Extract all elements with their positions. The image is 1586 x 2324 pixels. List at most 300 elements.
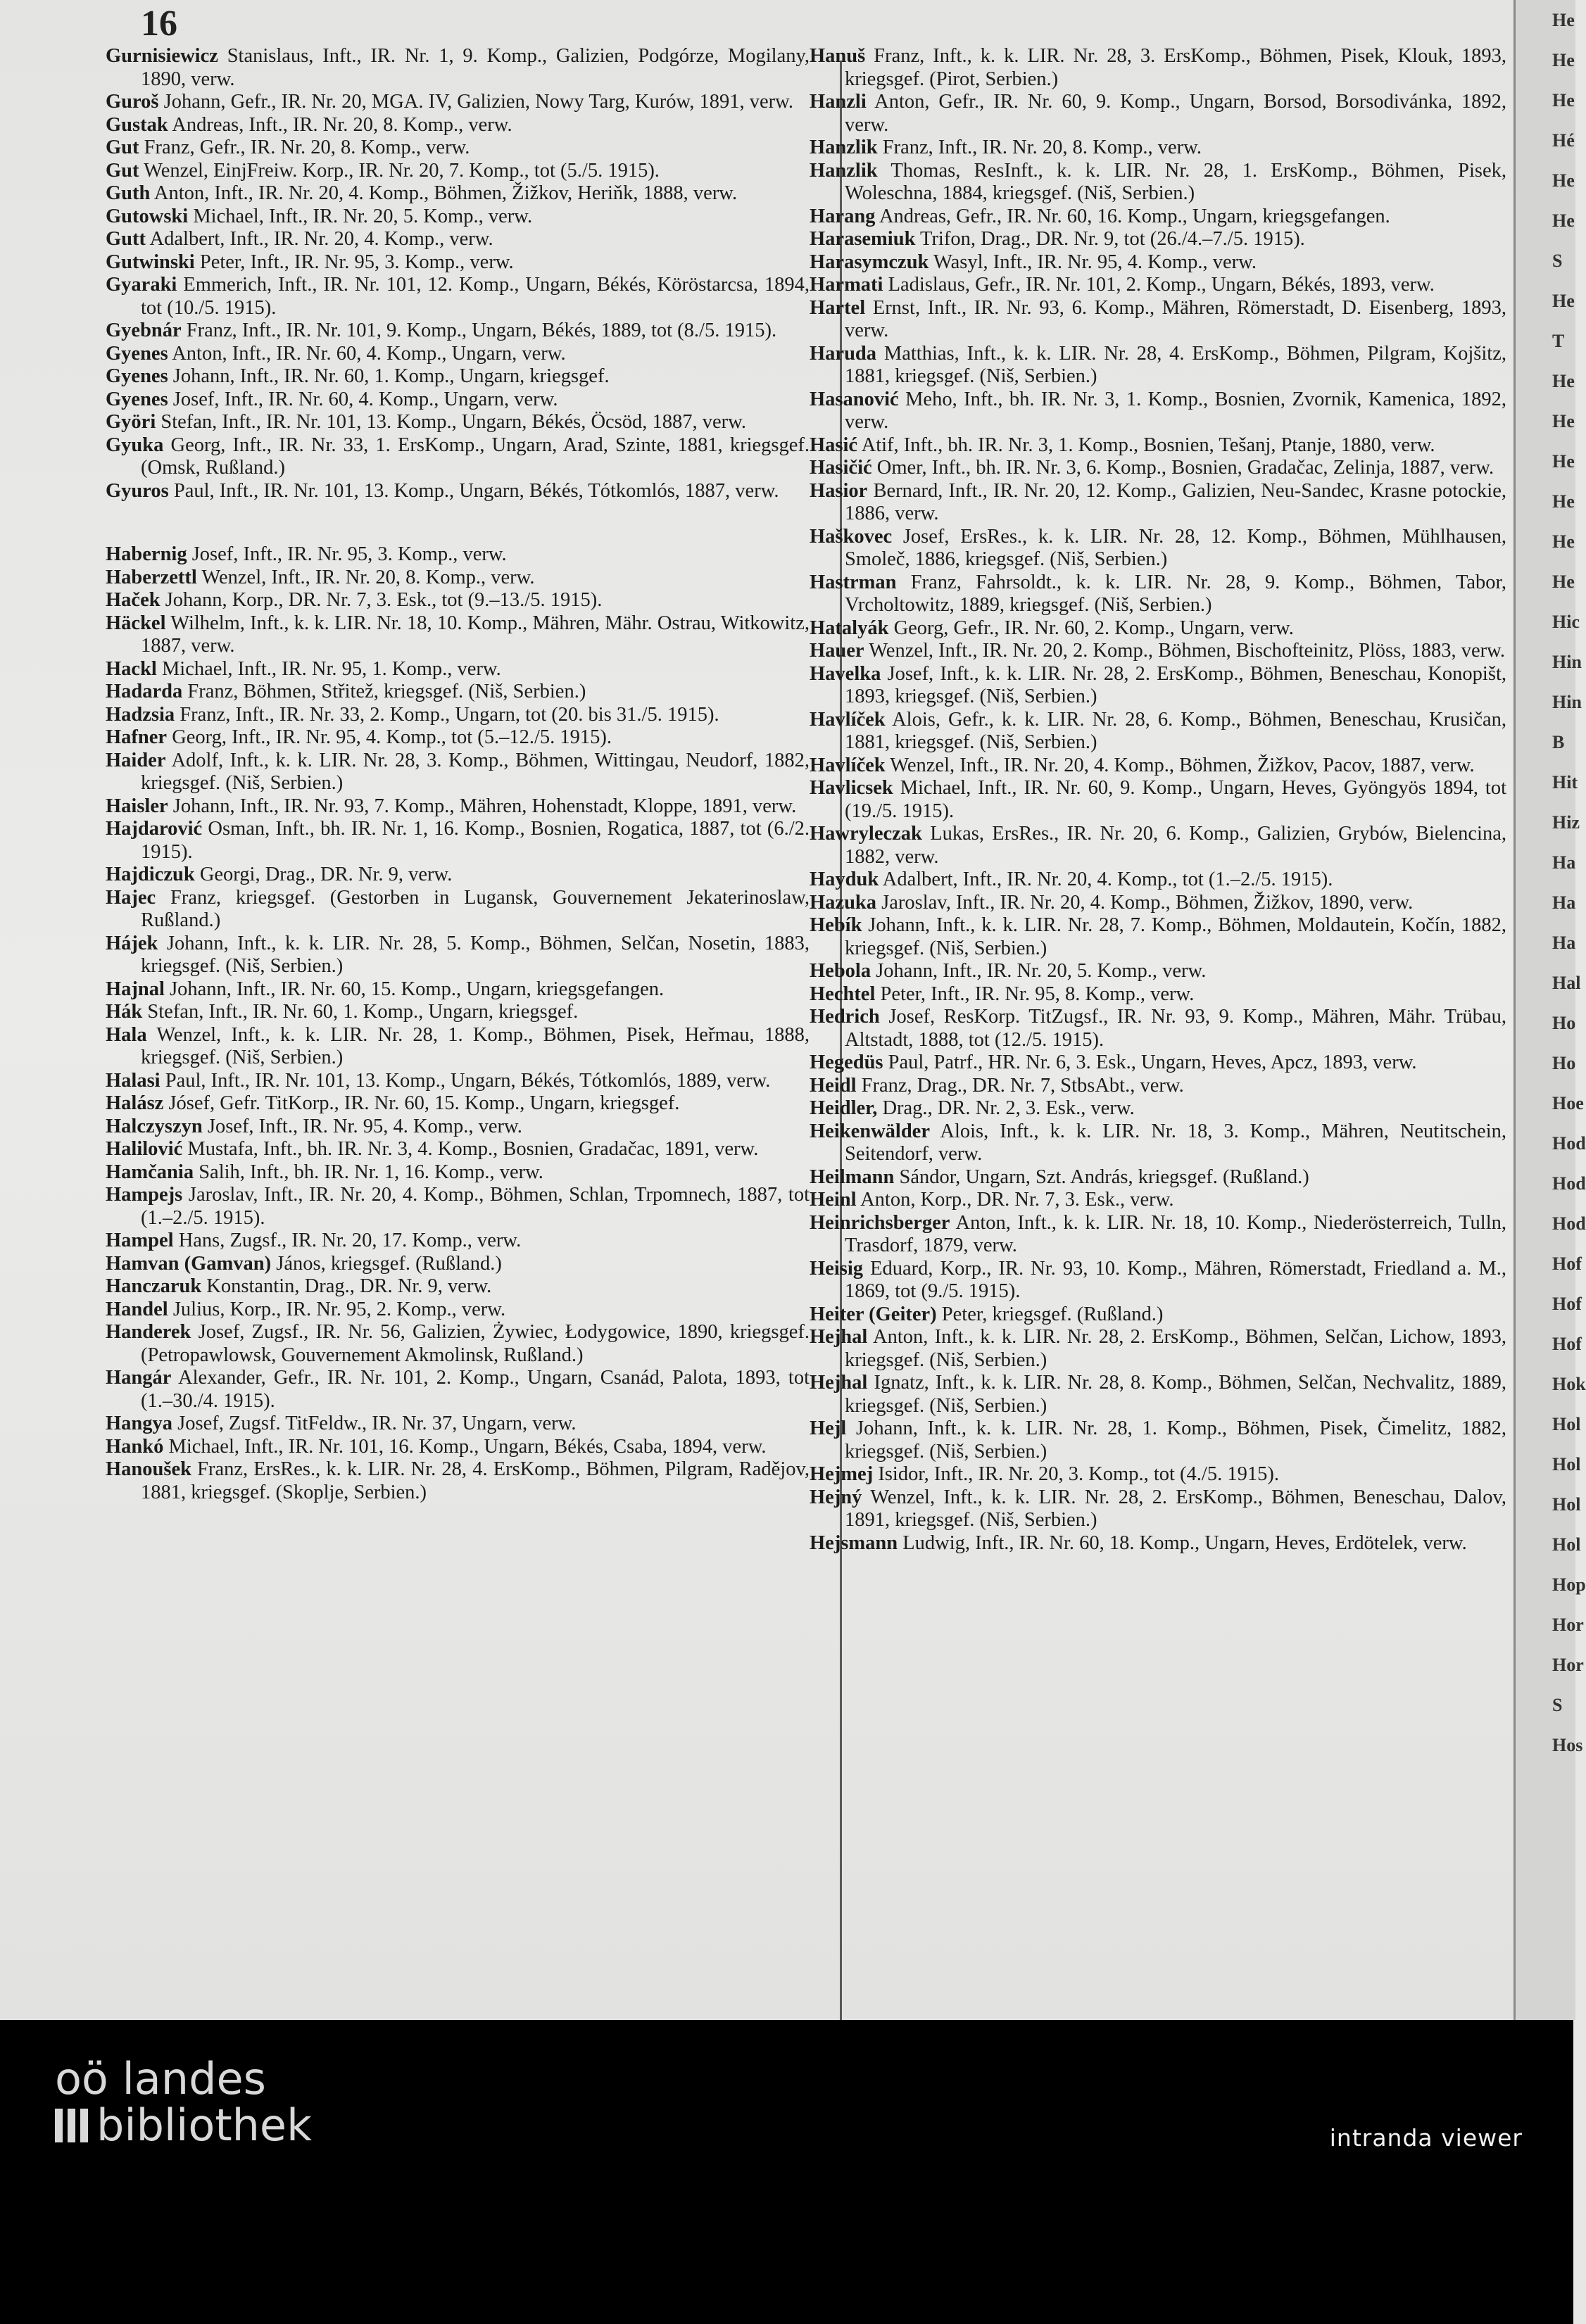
entry-surname: Hejný	[810, 1486, 862, 1508]
entry-details: Franz, Inft., IR. Nr. 20, 8. Komp., verw.	[877, 137, 1202, 158]
entry-surname: Hajdarović	[106, 818, 203, 840]
entry-details: Adalbert, Inft., IR. Nr. 20, 4. Komp., tot (1.–2./5. 1915).	[879, 869, 1333, 890]
register-entry	[810, 617, 1506, 640]
entry-surname: Hastrman	[810, 571, 897, 593]
register-entry	[810, 389, 1506, 434]
entry-details: Andreas, Inft., IR. Nr. 20, 8. Komp., verw.	[168, 113, 512, 136]
register-entry	[106, 589, 810, 612]
edge-fragment: He	[1552, 210, 1575, 231]
entry-surname: Hamčania	[106, 1161, 194, 1183]
entry-details: Johann, Inft., k. k. LIR. Nr. 28, 7. Komp., Böhmen, Moldautein, Kočín, 1882, kriegsgef. (Niš, Serbien.)	[845, 914, 1506, 959]
entry-details: Johann, Inft., IR. Nr. 20, 5. Komp., verw.	[871, 960, 1207, 982]
register-entry	[106, 543, 810, 567]
register-entry	[106, 251, 810, 274]
edge-fragment: Hin	[1552, 692, 1582, 712]
entry-details: Michael, Inft., IR. Nr. 20, 5. Komp., verw.	[188, 205, 533, 227]
entry-details: Alexander, Gefr., IR. Nr. 101, 2. Komp., Ungarn, Csanád, Palota, 1893, tot (1.–30./4. 1915).	[141, 1367, 810, 1412]
register-entry	[106, 1321, 810, 1367]
entry-surname: Gutwinski	[106, 251, 195, 273]
entry-surname: Habernig	[106, 543, 187, 565]
entry-surname: Hayduk	[810, 869, 879, 890]
edge-fragment: Hod	[1552, 1133, 1586, 1154]
edge-fragment: Hos	[1552, 1735, 1583, 1755]
entry-surname: Hatalyák	[810, 617, 889, 639]
entry-surname: Hegedüs	[810, 1052, 883, 1073]
entry-details: Ladislaus, Gefr., IR. Nr. 101, 2. Komp., Ungarn, Békés, 1893, verw.	[883, 274, 1435, 296]
entry-surname: Halász	[106, 1092, 164, 1114]
edge-fragment: He	[1552, 170, 1575, 191]
entry-surname: Heinl	[810, 1189, 857, 1211]
entry-surname: Hafner	[106, 726, 168, 748]
right-column	[810, 45, 1506, 1555]
register-entry	[106, 389, 810, 412]
register-entry	[810, 869, 1506, 892]
entry-details: Omer, Inft., bh. IR. Nr. 3, 6. Komp., Bosnien, Gradačac, Zelinja, 1887, verw.	[871, 457, 1494, 479]
edge-fragment: Hof	[1552, 1294, 1582, 1314]
edge-fragment: Hol	[1552, 1414, 1581, 1434]
register-entry	[106, 864, 810, 887]
entry-details: Franz, Gefr., IR. Nr. 20, 8. Komp., verw.	[139, 137, 470, 158]
entry-surname: Heiter (Geiter)	[810, 1303, 937, 1325]
entry-surname: Heisig	[810, 1257, 863, 1280]
edge-fragment: S	[1552, 251, 1563, 271]
register-entry	[810, 434, 1506, 457]
register-entry	[810, 1212, 1506, 1258]
register-entry	[810, 343, 1506, 389]
entry-surname: Harang	[810, 205, 876, 227]
logo-line-2: bibliothek	[96, 2099, 312, 2151]
entry-details: Wenzel, Inft., IR. Nr. 20, 4. Komp., Böhmen, Žižkov, Pacov, 1887, verw.	[885, 754, 1475, 776]
edge-fragment: He	[1552, 411, 1575, 431]
edge-fragment: Hor	[1552, 1615, 1584, 1635]
register-entry	[810, 526, 1506, 571]
register-entry	[106, 1230, 810, 1253]
entry-details: Franz, Fahrsoldt., k. k. LIR. Nr. 28, 9. Komp., Böhmen, Tabor, Vrcholtowitz, 1889, kriegsgef. (Niš, Serbien.)	[845, 571, 1506, 616]
entry-details: Franz, Böhmen, Střitež, kriegsgef. (Niš, Serbien.)	[182, 681, 586, 702]
entry-details: Peter, Inft., IR. Nr. 95, 8. Komp., verw.	[875, 983, 1195, 1005]
entry-details: Paul, Patrf., HR. Nr. 6, 3. Esk., Ungarn, Heves, Apcz, 1893, verw.	[883, 1052, 1417, 1073]
entry-surname: Hadzsia	[106, 703, 175, 726]
entry-details: Josef, ErsRes., k. k. LIR. Nr. 28, 12. Komp., Böhmen, Mühlhausen, Smoleč, 1886, kriegsgef. (Niš, Serbien.)	[845, 525, 1506, 570]
register-entry	[106, 750, 810, 795]
entry-details: Bernard, Inft., IR. Nr. 20, 12. Komp., Galizien, Neu-Sandec, Krasne potockie, 1886, verw.	[845, 479, 1506, 524]
edge-fragment: He	[1552, 10, 1575, 30]
entry-surname: Hauer	[810, 640, 864, 662]
entry-surname: Gyenes	[106, 388, 168, 410]
entry-surname: Hala	[106, 1023, 147, 1046]
entry-details: Osman, Inft., bh. IR. Nr. 1, 16. Komp., Bosnien, Rogatica, 1887, tot (6./2. 1915).	[141, 818, 810, 863]
register-entry	[810, 1258, 1506, 1303]
entry-surname: Harasymczuk	[810, 251, 929, 273]
entry-details: Wenzel, Inft., k. k. LIR. Nr. 28, 1. Komp., Böhmen, Pisek, Heřmau, 1888, kriegsgef. (Niš, Serbien.)	[141, 1023, 810, 1068]
edge-fragment: He	[1552, 451, 1575, 472]
register-entry	[106, 1024, 810, 1070]
register-entry	[106, 1116, 810, 1139]
entry-surname: Hackl	[106, 657, 157, 680]
entry-surname: Havlicsek	[810, 777, 893, 799]
entry-details: Peter, kriegsgef. (Rußland.)	[936, 1303, 1164, 1325]
register-entry	[106, 228, 810, 251]
register-entry	[810, 160, 1506, 206]
register-entry	[810, 914, 1506, 960]
register-entry	[106, 1161, 810, 1185]
register-entry	[810, 1075, 1506, 1098]
entry-surname: Hamvan (Gamvan)	[106, 1252, 272, 1275]
entry-surname: Hanuš	[810, 45, 866, 67]
entry-surname: Haisler	[106, 795, 168, 817]
entry-details: Salih, Inft., bh. IR. Nr. 1, 16. Komp., verw.	[194, 1161, 543, 1183]
entry-surname: Hadarda	[106, 681, 183, 702]
register-entry	[106, 978, 810, 1002]
register-entry	[810, 1097, 1506, 1120]
register-entry	[810, 709, 1506, 754]
entry-surname: Hasičić	[810, 457, 872, 479]
register-entry	[810, 480, 1506, 526]
register-entry	[810, 571, 1506, 617]
entry-details: Anton, Inft., k. k. LIR. Nr. 18, 10. Komp., Niederösterreich, Tulln, Trasdorf, 1879, verw.	[845, 1211, 1506, 1256]
entry-surname: Hechtel	[810, 983, 876, 1005]
register-entry	[810, 754, 1506, 778]
entry-surname: Hasior	[810, 479, 868, 502]
edge-fragment: Hod	[1552, 1213, 1586, 1234]
entry-details: Wilhelm, Inft., k. k. LIR. Nr. 18, 10. Komp., Mähren, Mähr. Ostrau, Witkowitz, 1887, verw.	[141, 612, 810, 657]
entry-details: Josef, Inft., IR. Nr. 95, 4. Komp., verw.	[202, 1115, 522, 1137]
entry-details: Johann, Inft., k. k. LIR. Nr. 28, 1. Komp., Böhmen, Pisek, Čimelitz, 1882, kriegsgef. (Niš, Serbien.)	[845, 1417, 1506, 1463]
entry-surname: Hanczaruk	[106, 1275, 202, 1297]
entry-details: Johann, Korp., DR. Nr. 7, 3. Esk., tot (9.–13./5. 1915).	[160, 589, 603, 611]
entry-surname: Haruda	[810, 342, 877, 365]
library-logo	[55, 2053, 312, 2151]
entry-surname: Hanzlik	[810, 137, 878, 158]
entry-details: Adalbert, Inft., IR. Nr. 20, 4. Komp., verw.	[146, 228, 493, 250]
edge-fragment: Hé	[1552, 130, 1575, 151]
entry-surname: Hasanović	[810, 388, 899, 410]
edge-fragment: Ha	[1552, 892, 1576, 913]
entry-details: János, kriegsgef. (Rußland.)	[271, 1252, 502, 1275]
entry-details: Josef, ResKorp. TitZugsf., IR. Nr. 93, 9. Komp., Mähren, Mähr. Trübau, Altstadt, 1888, tot (12./5. 1915).	[845, 1006, 1506, 1051]
entry-details: Stefan, Inft., IR. Nr. 101, 13. Komp., Ungarn, Békés, Öcsöd, 1887, verw.	[156, 411, 747, 433]
entry-details: Anton, Korp., DR. Nr. 7, 3. Esk., verw.	[856, 1189, 1174, 1211]
entry-surname: Häckel	[106, 612, 166, 634]
entry-surname: Gyenes	[106, 342, 168, 365]
entry-details: Georg, Inft., IR. Nr. 33, 1. ErsKomp., Ungarn, Arad, Szinte, 1881, kriegsgef. (Omsk, Rußland.)	[141, 434, 810, 479]
entry-details: Josef, Zugsf. TitFeldw., IR. Nr. 37, Ungarn, verw.	[172, 1413, 577, 1434]
register-entry	[106, 114, 810, 137]
register-entry	[106, 1253, 810, 1276]
register-entry	[810, 297, 1506, 343]
register-entry	[810, 1372, 1506, 1417]
edge-fragment: He	[1552, 291, 1575, 311]
entry-details: Johann, Inft., IR. Nr. 60, 1. Komp., Ungarn, kriegsgef.	[168, 365, 610, 387]
register-entry	[106, 1001, 810, 1024]
entry-details: Alois, Gefr., k. k. LIR. Nr. 28, 6. Komp., Böhmen, Beneschau, Krusičan, 1881, kriegsgef. (Niš, Serbien.)	[845, 708, 1506, 753]
logo-bars-icon	[55, 2109, 88, 2142]
entry-details: Johann, Inft., IR. Nr. 60, 15. Komp., Ungarn, kriegsgefangen.	[164, 978, 665, 1000]
register-entry	[810, 228, 1506, 251]
entry-details: Alois, Inft., k. k. LIR. Nr. 18, 3. Komp., Mähren, Neutitschein, Seitendorf, verw.	[845, 1120, 1506, 1165]
entry-details: Jósef, Gefr. TitKorp., IR. Nr. 60, 15. Komp., Ungarn, kriegsgef.	[163, 1092, 680, 1114]
edge-fragment: Hin	[1552, 652, 1582, 672]
entry-details: Julius, Korp., IR. Nr. 95, 2. Komp., verw.	[168, 1298, 506, 1320]
register-entry	[810, 1463, 1506, 1486]
edge-fragment: He	[1552, 90, 1575, 110]
entry-surname: Harmati	[810, 274, 883, 296]
register-entry	[106, 681, 810, 704]
edge-fragment: Ha	[1552, 933, 1576, 953]
entry-surname: Györi	[106, 411, 156, 433]
entry-surname: Halasi	[106, 1069, 161, 1092]
entry-details: Georg, Gefr., IR. Nr. 60, 2. Komp., Ungarn, verw.	[888, 617, 1294, 639]
entry-surname: Gyenes	[106, 365, 168, 387]
entry-details: Michael, Inft., IR. Nr. 95, 1. Komp., verw.	[156, 657, 501, 680]
entry-details: Ernst, Inft., IR. Nr. 93, 6. Komp., Mähren, Römerstadt, D. Eisenberg, 1893, verw.	[845, 296, 1506, 341]
entry-surname: Hebola	[810, 960, 871, 982]
entry-details: Mustafa, Inft., bh. IR. Nr. 3, 4. Komp., Bosnien, Gradačac, 1891, verw.	[182, 1138, 759, 1160]
entry-details: Franz, Inft., IR. Nr. 33, 2. Komp., Ungarn, tot (20. bis 31./5. 1915).	[175, 703, 719, 726]
edge-fragment: Hod	[1552, 1173, 1586, 1194]
entry-details: Georgi, Drag., DR. Nr. 9, verw.	[194, 864, 453, 885]
register-entry	[810, 1006, 1506, 1052]
right-entries	[810, 45, 1506, 1555]
register-entry	[106, 658, 810, 681]
entry-details: Jaroslav, Inft., IR. Nr. 20, 4. Komp., Böhmen, Žižkov, 1890, verw.	[876, 891, 1414, 914]
edge-fragment: Hor	[1552, 1655, 1584, 1675]
edge-fragment: B	[1552, 732, 1565, 752]
register-entry	[106, 91, 810, 114]
register-entry	[106, 1184, 810, 1230]
adjacent-page-edge	[1513, 0, 1586, 2020]
edge-fragment: Hic	[1552, 612, 1580, 632]
register-entry	[106, 1138, 810, 1161]
entry-surname: Hajdiczuk	[106, 864, 195, 885]
entry-surname: Haškovec	[810, 525, 893, 548]
register-entry	[810, 457, 1506, 480]
entry-details: Michael, Inft., IR. Nr. 60, 9. Komp., Ungarn, Heves, Gyöngyös 1894, tot (19./5. 1915).	[845, 777, 1506, 822]
edge-fragment: Hol	[1552, 1534, 1581, 1555]
entry-details: Sándor, Ungarn, Szt. András, kriegsgef. (Rußland.)	[894, 1166, 1309, 1188]
entry-details: Anton, Inft., k. k. LIR. Nr. 28, 2. ErsKomp., Böhmen, Selčan, Lichow, 1893, kriegsgef. (Niš, Serbien.)	[845, 1326, 1506, 1371]
entry-details: Josef, Zugsf., IR. Nr. 56, Galizien, Żywiec, Łodygowice, 1890, kriegsgef. (Petropawlowsk, Gouvernement Akmolinsk, Rußland.)	[141, 1321, 810, 1366]
edge-fragment: Hol	[1552, 1494, 1581, 1515]
entry-surname: Heikenwälder	[810, 1120, 930, 1142]
entry-details: Wasyl, Inft., IR. Nr. 95, 4. Komp., verw.	[929, 251, 1257, 273]
entry-details: Lukas, ErsRes., IR. Nr. 20, 6. Komp., Galizien, Grybów, Bielencina, 1882, verw.	[845, 823, 1506, 868]
edge-fragment: Hop	[1552, 1574, 1586, 1595]
register-entry	[106, 434, 810, 480]
register-entry	[810, 1189, 1506, 1212]
entry-details: Ludwig, Inft., IR. Nr. 60, 18. Komp., Ungarn, Heves, Erdötelek, verw.	[898, 1532, 1467, 1554]
register-entry	[810, 1486, 1506, 1532]
entry-details: Anton, Inft., IR. Nr. 20, 4. Komp., Böhmen, Žižkov, Heriňk, 1888, verw.	[150, 182, 738, 204]
entry-surname: Havlíček	[810, 754, 886, 776]
register-entry	[106, 795, 810, 819]
left-entries-h	[106, 543, 810, 1504]
entry-details: Stanislaus, Inft., IR. Nr. 1, 9. Komp., Galizien, Podgórze, Mogilany, 1890, verw.	[141, 45, 810, 90]
entry-surname: Hangya	[106, 1413, 173, 1434]
entry-surname: Hazuka	[810, 891, 877, 914]
edge-fragment: Hiz	[1552, 812, 1580, 833]
entry-details: Wenzel, Inft., IR. Nr. 20, 2. Komp., Böhmen, Bischofteinitz, Plöss, 1883, verw.	[864, 640, 1505, 662]
entry-details: Franz, kriegsgef. (Gestorben in Lugansk, Gouvernement Jekaterinoslaw, Rußland.)	[141, 886, 810, 931]
page-number: 16	[141, 4, 177, 44]
left-column	[106, 45, 810, 1504]
entry-surname: Haberzettl	[106, 566, 197, 588]
edge-fragment: S	[1552, 1695, 1563, 1715]
register-entry	[810, 960, 1506, 983]
edge-fragment: Hof	[1552, 1334, 1582, 1354]
register-entry	[106, 726, 810, 750]
entry-surname: Hájek	[106, 932, 158, 954]
entry-details: Franz, Drag., DR. Nr. 7, StbsAbt., verw.	[856, 1074, 1184, 1097]
entry-surname: Halczyszyn	[106, 1115, 203, 1137]
viewer-footer	[0, 2020, 1573, 2324]
entry-details: Johann, Inft., k. k. LIR. Nr. 28, 5. Komp., Böhmen, Selčan, Nosetin, 1883, kriegsgef. (Niš, Serbien.)	[141, 932, 810, 977]
entry-surname: Gutowski	[106, 205, 189, 227]
entry-surname: Gyuka	[106, 434, 164, 456]
register-entry	[106, 567, 810, 590]
register-entry	[106, 182, 810, 206]
entry-details: Emmerich, Inft., IR. Nr. 101, 12. Komp., Ungarn, Békés, Köröstarcsa, 1894, tot (10./5. 1915).	[141, 274, 810, 319]
register-entry	[106, 1413, 810, 1436]
logo-line-1: oö landes	[55, 2053, 266, 2104]
edge-fragment: Hoe	[1552, 1093, 1584, 1113]
edge-fragment: He	[1552, 571, 1575, 592]
entry-surname: Gurnisiewicz	[106, 45, 218, 67]
register-entry	[106, 480, 810, 503]
entry-surname: Haček	[106, 589, 161, 611]
entry-surname: Handel	[106, 1298, 168, 1320]
entry-details: Johann, Gefr., IR. Nr. 20, MGA. IV, Galizien, Nowy Targ, Kurów, 1891, verw.	[158, 91, 793, 113]
edge-fragment: Hol	[1552, 1454, 1581, 1474]
viewer-label: intranda viewer	[1329, 2124, 1523, 2152]
edge-fragment: Ho	[1552, 1013, 1576, 1033]
entry-surname: Hejmej	[810, 1463, 874, 1485]
entry-surname: Hampejs	[106, 1184, 183, 1206]
register-entry	[106, 320, 810, 343]
entry-surname: Gyaraki	[106, 274, 177, 296]
entry-details: Peter, Inft., IR. Nr. 95, 3. Komp., verw.	[194, 251, 514, 273]
logo-line-2-row	[55, 2099, 312, 2151]
entry-details: Atif, Inft., bh. IR. Nr. 3, 1. Komp., Bosnien, Tešanj, Ptanje, 1880, verw.	[857, 434, 1435, 456]
entry-details: Franz, Inft., k. k. LIR. Nr. 28, 3. ErsKomp., Böhmen, Pisek, Klouk, 1893, kriegsgef. (Pirot, Serbien.)	[845, 45, 1506, 90]
register-entry	[106, 206, 810, 229]
entry-surname: Haider	[106, 749, 166, 771]
entry-details: Eduard, Korp., IR. Nr. 93, 10. Komp., Mähren, Römerstadt, Friedland a. M., 1869, tot (9./5. 1915).	[845, 1257, 1506, 1302]
entry-surname: Hejsmann	[810, 1532, 898, 1554]
entry-surname: Hawryleczak	[810, 823, 922, 845]
entry-details: Michael, Inft., IR. Nr. 101, 16. Komp., Ungarn, Békés, Csaba, 1894, verw.	[163, 1435, 767, 1458]
entry-surname: Gut	[106, 159, 139, 182]
register-entry	[106, 818, 810, 864]
register-entry	[106, 1092, 810, 1116]
register-entry	[106, 1070, 810, 1093]
entry-details: Ignatz, Inft., k. k. LIR. Nr. 28, 8. Komp., Böhmen, Selčan, Nechvalitz, 1889, kriegsgef. (Niš, Serbien.)	[845, 1372, 1506, 1417]
entry-surname: Havelka	[810, 662, 881, 685]
entry-details: Anton, Gefr., IR. Nr. 60, 9. Komp., Ungarn, Borsod, Borsodivánka, 1892, verw.	[845, 91, 1506, 136]
entry-surname: Hanzlik	[810, 159, 878, 182]
entry-details: Wenzel, EinjFreiw. Korp., IR. Nr. 20, 7. Komp., tot (5./5. 1915).	[139, 159, 660, 182]
entry-surname: Hangár	[106, 1367, 172, 1389]
entry-details: Franz, Inft., IR. Nr. 101, 9. Komp., Ungarn, Békés, 1889, tot (8./5. 1915).	[181, 320, 777, 341]
entry-surname: Hejhal	[810, 1372, 868, 1394]
entry-details: Wenzel, Inft., IR. Nr. 20, 8. Komp., verw.	[196, 566, 535, 588]
edge-fragment: Hof	[1552, 1253, 1582, 1274]
left-entries-g	[106, 45, 810, 503]
edge-fragment: Hit	[1552, 772, 1578, 792]
entry-surname: Heilmann	[810, 1166, 895, 1188]
register-entry	[810, 274, 1506, 297]
register-entry	[106, 612, 810, 658]
entry-details: Josef, Inft., IR. Nr. 95, 3. Komp., verw.	[187, 543, 507, 565]
entry-surname: Hedrich	[810, 1006, 880, 1028]
entry-surname: Guth	[106, 182, 151, 204]
entry-surname: Heidl	[810, 1074, 857, 1097]
edge-fragment: Hok	[1552, 1374, 1586, 1394]
entry-surname: Heidler,	[810, 1097, 878, 1119]
entry-surname: Hejhal	[810, 1326, 868, 1348]
register-entry	[810, 206, 1506, 229]
register-entry	[810, 640, 1506, 663]
entry-details: Franz, ErsRes., k. k. LIR. Nr. 28, 4. ErsKomp., Böhmen, Pilgram, Radějov, 1881, kriegsgef. (Skoplje, Serbien.)	[141, 1458, 810, 1503]
register-entry	[106, 274, 810, 320]
register-entry	[810, 892, 1506, 915]
register-entry	[106, 411, 810, 434]
entry-surname: Gyebnár	[106, 320, 182, 341]
entry-details: Trifon, Drag., DR. Nr. 9, tot (26./4.–7./5. 1915).	[915, 228, 1305, 250]
edge-fragment: He	[1552, 531, 1575, 552]
register-entry	[810, 777, 1506, 823]
entry-details: Stefan, Inft., IR. Nr. 60, 1. Komp., Ungarn, kriegsgef.	[142, 1001, 579, 1023]
edge-fragment: He	[1552, 371, 1575, 391]
section-gap	[106, 503, 810, 543]
register-entry	[810, 1303, 1506, 1327]
entry-surname: Guroš	[106, 91, 159, 113]
register-entry	[106, 1275, 810, 1299]
register-entry	[810, 823, 1506, 869]
entry-details: Josef, Inft., k. k. LIR. Nr. 28, 2. ErsKomp., Böhmen, Beneschau, Konopišt, 1893, kriegsgef. (Niš, Serbien.)	[845, 662, 1506, 707]
entry-surname: Harasemiuk	[810, 228, 916, 250]
entry-surname: Hampel	[106, 1230, 174, 1251]
entry-details: Drag., DR. Nr. 2, 3. Esk., verw.	[877, 1097, 1135, 1119]
register-entry	[106, 1367, 810, 1413]
entry-details: Adolf, Inft., k. k. LIR. Nr. 28, 3. Komp., Böhmen, Wittingau, Neudorf, 1882, kriegsgef. (Niš, Serbien.)	[141, 749, 810, 794]
register-entry	[810, 1532, 1506, 1555]
entry-surname: Heinrichsberger	[810, 1211, 950, 1234]
entry-surname: Halilović	[106, 1138, 183, 1160]
register-entry	[106, 1436, 810, 1459]
entry-surname: Hanoušek	[106, 1458, 191, 1480]
entry-details: Josef, Inft., IR. Nr. 60, 4. Komp., Ungarn, verw.	[168, 388, 558, 410]
register-entry	[810, 663, 1506, 709]
entry-details: Meho, Inft., bh. IR. Nr. 3, 1. Komp., Bosnien, Zvornik, Kamenica, 1892, verw.	[845, 388, 1506, 433]
entry-details: Matthias, Inft., k. k. LIR. Nr. 28, 4. ErsKomp., Böhmen, Pilgram, Kojšitz, 1881, kriegsgef. (Niš, Serbien.)	[845, 342, 1506, 387]
edge-fragment: Hal	[1552, 973, 1581, 993]
entry-surname: Hejl	[810, 1417, 847, 1439]
register-entry	[810, 251, 1506, 274]
register-entry	[810, 137, 1506, 160]
entry-surname: Gutt	[106, 228, 146, 250]
register-entry	[810, 91, 1506, 137]
entry-details: Andreas, Gefr., IR. Nr. 60, 16. Komp., Ungarn, kriegsgefangen.	[875, 205, 1390, 227]
entry-details: Hans, Zugsf., IR. Nr. 20, 17. Komp., verw.	[173, 1230, 522, 1251]
register-entry	[106, 343, 810, 366]
register-entry	[810, 1166, 1506, 1189]
register-entry	[106, 45, 810, 91]
edge-fragment: He	[1552, 50, 1575, 70]
entry-details: Thomas, ResInft., k. k. LIR. Nr. 28, 1. ErsKomp., Böhmen, Pisek, Woleschna, 1884, kriegsgef. (Niš, Serbien.)	[845, 159, 1506, 204]
edge-fragment: Ha	[1552, 852, 1576, 873]
register-entry	[106, 704, 810, 727]
